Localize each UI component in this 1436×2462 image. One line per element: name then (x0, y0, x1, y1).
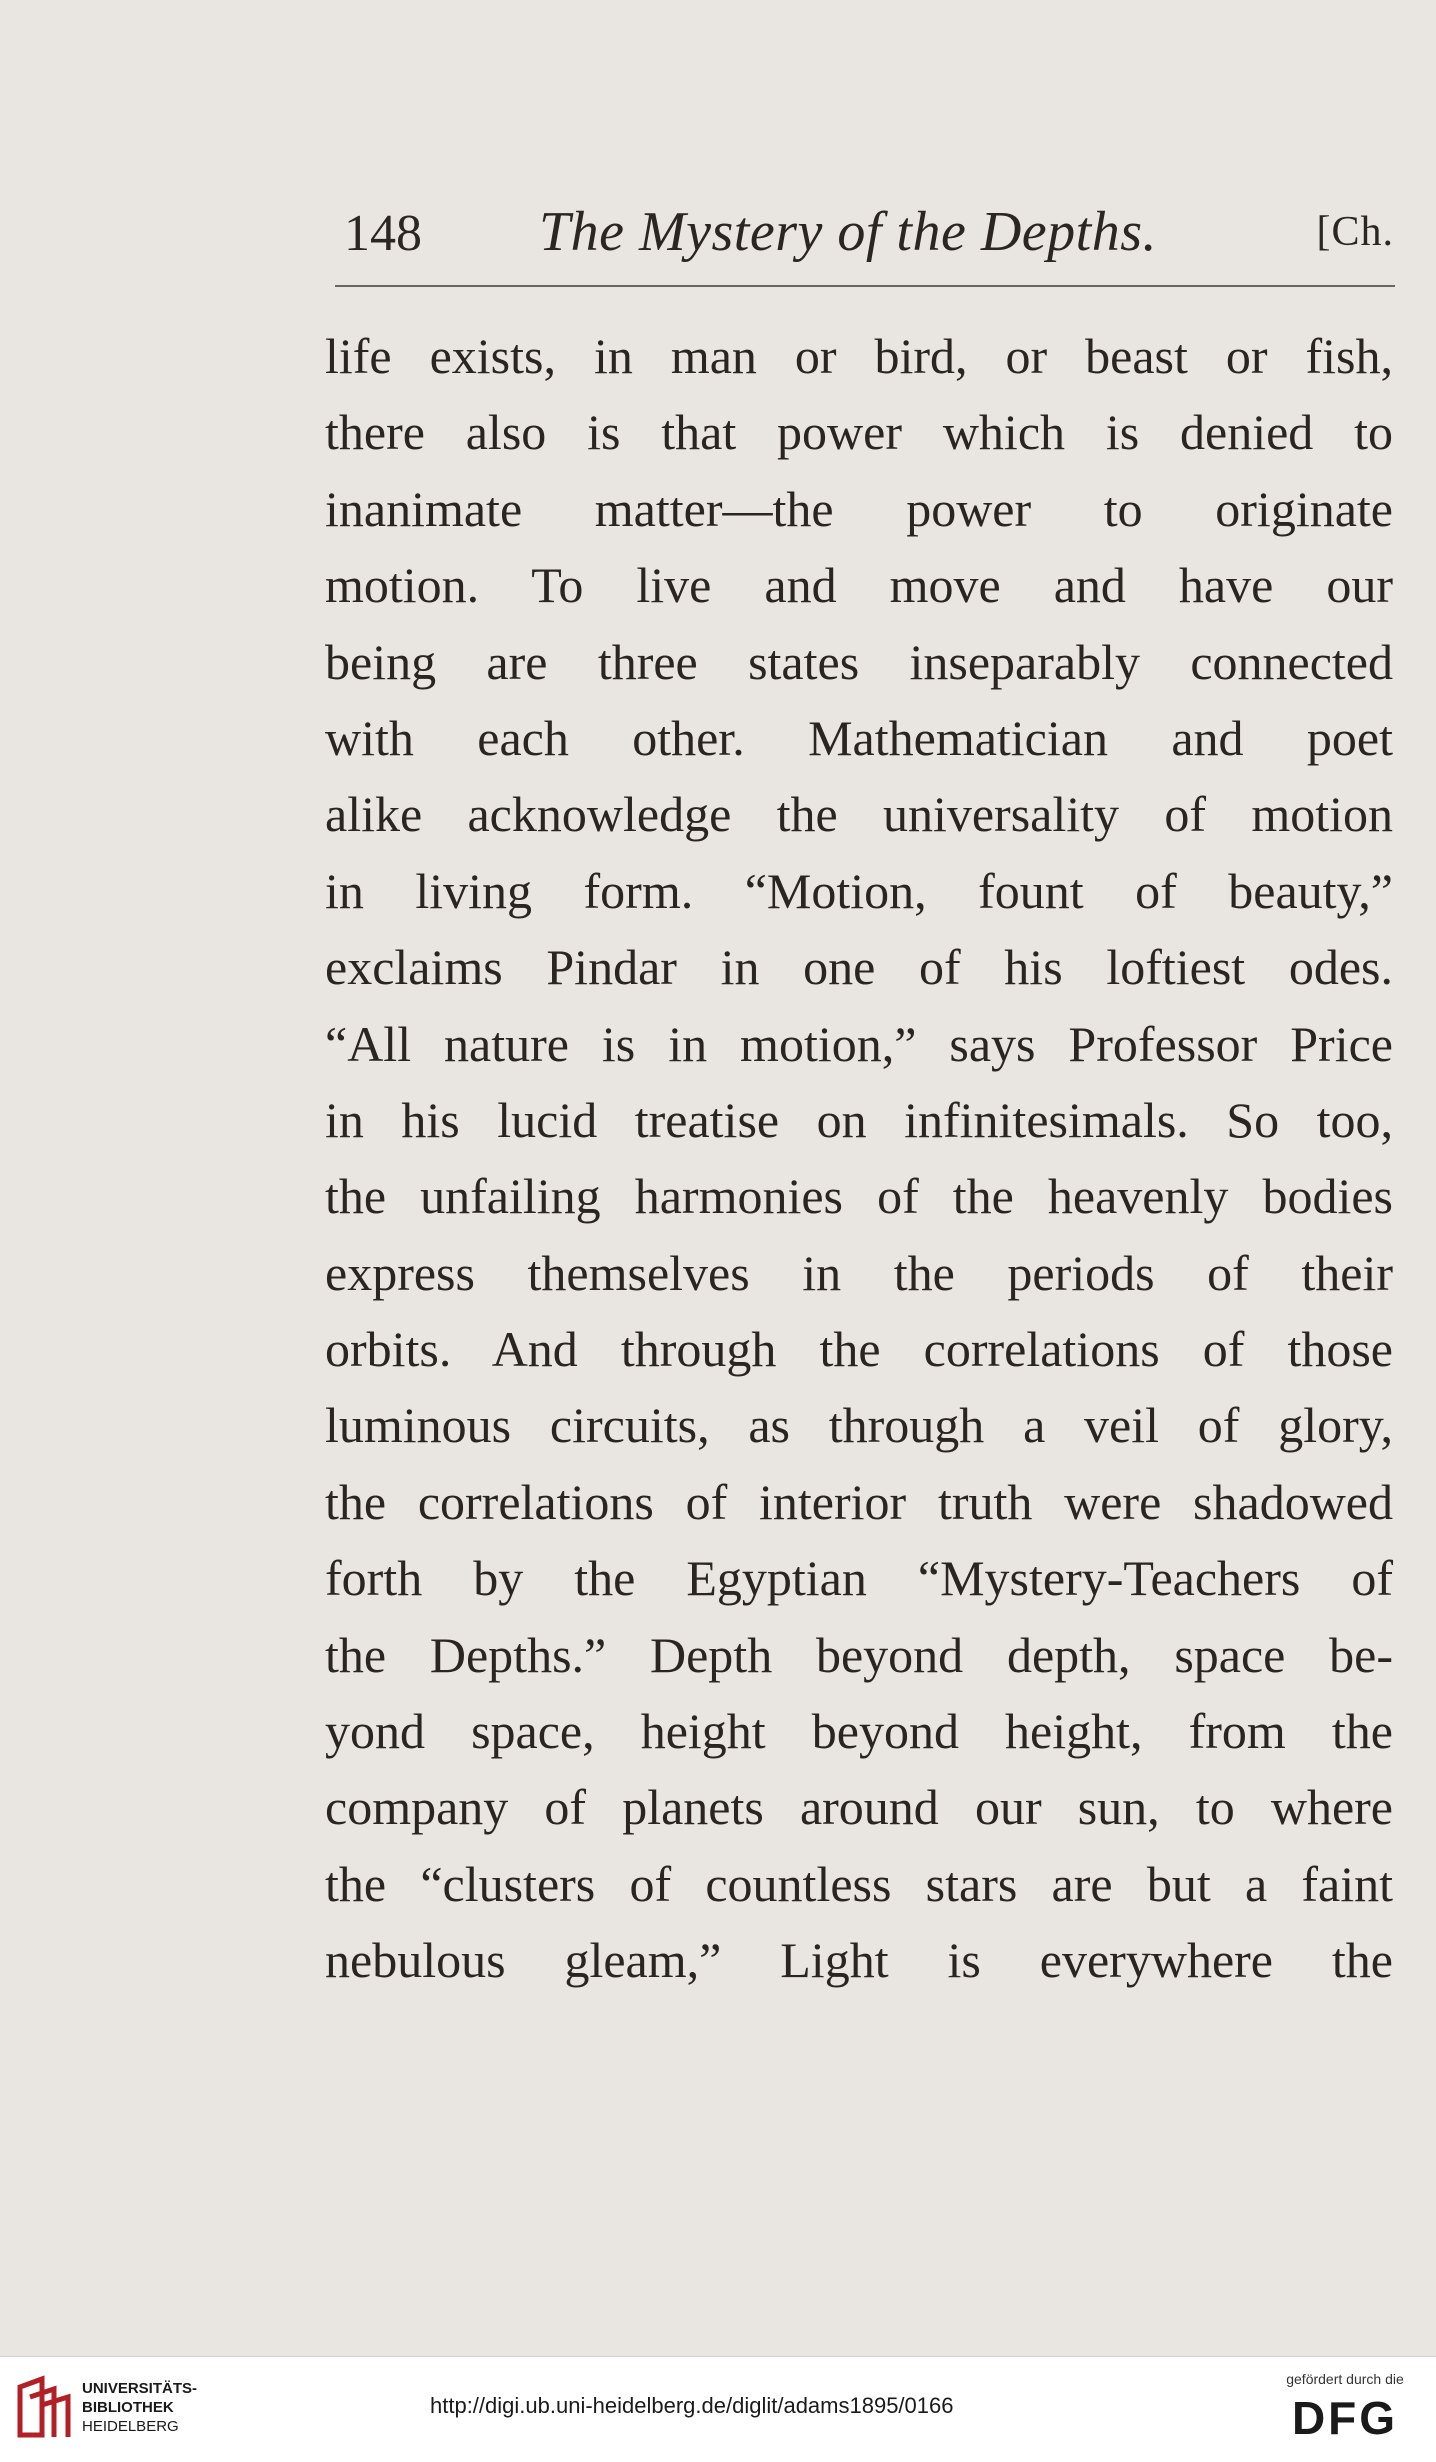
text-line: forth by the Egyptian “Mystery-Teachers of (325, 1550, 1393, 1607)
text-line: the Depths.” Depth beyond depth, space be- (325, 1626, 1393, 1683)
library-name-line2: BIBLIOTHEK (82, 2399, 174, 2416)
footer-bar (0, 2356, 1436, 2462)
text-line: nebulous gleam,” Light is everywhere the (325, 1932, 1393, 1989)
text-line: being are three states inseparably connected (325, 633, 1393, 690)
text-line: the “clusters of countless stars are but a faint (325, 1855, 1393, 1912)
library-name (82, 2379, 197, 2436)
text-line: orbits. And through the correlations of those (325, 1321, 1393, 1378)
text-line: the correlations of interior truth were shadowed (325, 1473, 1393, 1530)
text-line: there also is that power which is denied to (325, 404, 1393, 461)
library-name-line3: HEIDELBERG (82, 2418, 179, 2435)
dfg-logo: DFG (1291, 2392, 1399, 2444)
header-rule (335, 285, 1395, 287)
text-line: “All nature is in motion,” says Professor Price (325, 1015, 1393, 1072)
chapter-marker: [Ch. (1316, 209, 1394, 255)
funding-label: gefördert durch die (1286, 2371, 1404, 2387)
text-line: company of planets around our sun, to where (325, 1779, 1393, 1836)
text-line: the unfailing harmonies of the heavenly bodies (325, 1168, 1393, 1225)
text-line: luminous circuits, as through a veil of glory, (325, 1397, 1393, 1454)
page-number: 148 (344, 205, 422, 262)
text-line: in his lucid treatise on infinitesimals. So too, (325, 1091, 1393, 1148)
running-head (334, 196, 1394, 266)
body-text (325, 318, 1393, 1999)
text-line: life exists, in man or bird, or beast or fish, (325, 328, 1393, 384)
running-title: The Mystery of the Depths. (539, 201, 1157, 263)
text-line: yond space, height beyond height, from the (325, 1703, 1393, 1760)
text-line: inanimate matter—the power to originate (325, 480, 1393, 537)
text-line: express themselves in the periods of their (325, 1244, 1393, 1301)
funding-credit (1270, 2371, 1420, 2445)
text-line: exclaims Pindar in one of his loftiest odes. (325, 939, 1393, 996)
library-name-line1: UNIVERSITÄTS- (82, 2380, 198, 2397)
text-line: with each other. Mathematician and poet (325, 709, 1393, 766)
text-line: in living form. “Motion, fount of beauty,” (325, 862, 1393, 919)
text-line: motion. To live and move and have our (325, 557, 1393, 614)
permalink-url[interactable]: http://digi.ub.uni-heidelberg.de/diglit/adams1895/0166 (430, 2393, 954, 2418)
library-logo-icon (14, 2375, 74, 2441)
text-line: alike acknowledge the universality of motion (325, 786, 1393, 843)
